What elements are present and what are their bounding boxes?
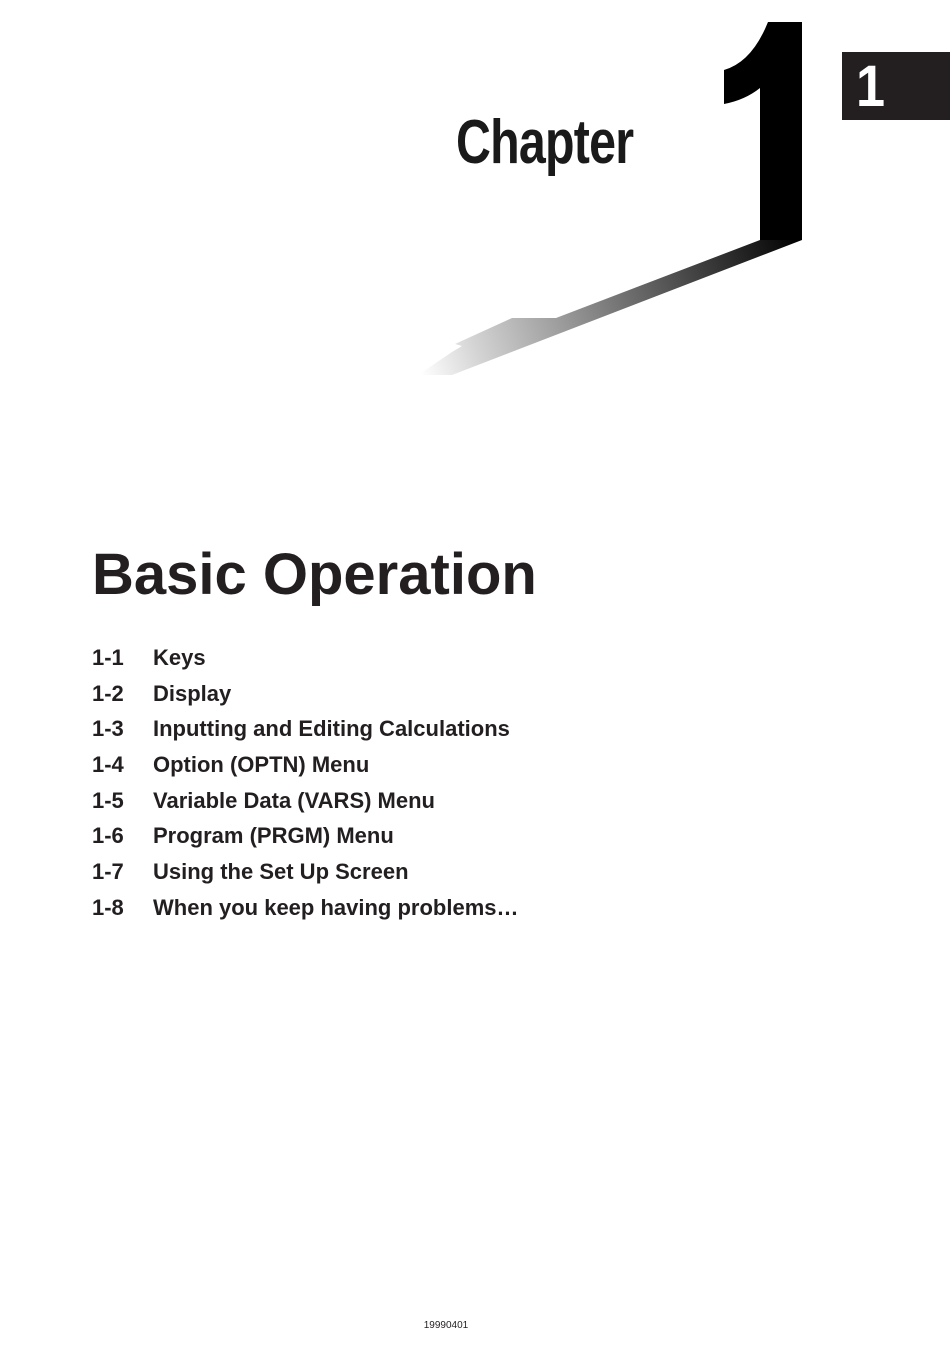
toc-item-label: Using the Set Up Screen	[153, 859, 409, 885]
toc-item-number: 1-8	[92, 894, 124, 920]
toc-item[interactable]	[92, 714, 519, 750]
toc-item-label: Inputting and Editing Calculations	[153, 716, 510, 742]
chapter-tab-number: 1	[856, 54, 886, 119]
toc-item-number: 1-4	[92, 752, 124, 778]
toc-item[interactable]	[92, 750, 519, 786]
numeral-one-shape	[724, 22, 802, 240]
toc-item[interactable]	[92, 786, 519, 822]
toc-item-label: Program (PRGM) Menu	[153, 823, 394, 849]
toc-item[interactable]	[92, 821, 519, 857]
chapter-label: Chapter	[456, 108, 634, 177]
toc-item[interactable]	[92, 643, 519, 679]
toc-item-label: Keys	[153, 645, 206, 670]
footer-code: 19990401	[423, 1320, 469, 1331]
chapter-numeral-graphic	[0, 0, 950, 400]
numeral-shadow-ramp	[418, 240, 802, 375]
toc-item-number: 1-7	[92, 859, 124, 885]
toc-item-number: 1-5	[92, 787, 124, 813]
toc-item[interactable]	[92, 857, 519, 893]
toc-item[interactable]	[92, 679, 519, 715]
toc-item-label: Variable Data (VARS) Menu	[153, 787, 435, 813]
chapter-title: Basic Operation	[92, 542, 537, 607]
toc-item-label: When you keep having problems…	[153, 894, 519, 920]
toc-item-label: Option (OPTN) Menu	[153, 752, 370, 778]
toc-item-label: Display	[153, 680, 232, 706]
chapter-tab	[842, 52, 950, 120]
table-of-contents	[92, 643, 519, 929]
toc-item-number: 1-3	[92, 716, 124, 742]
toc-item-number: 1-6	[92, 823, 124, 849]
toc-item-number: 1-1	[92, 645, 124, 670]
toc-item[interactable]	[92, 893, 519, 929]
toc-item-number: 1-2	[92, 680, 124, 706]
